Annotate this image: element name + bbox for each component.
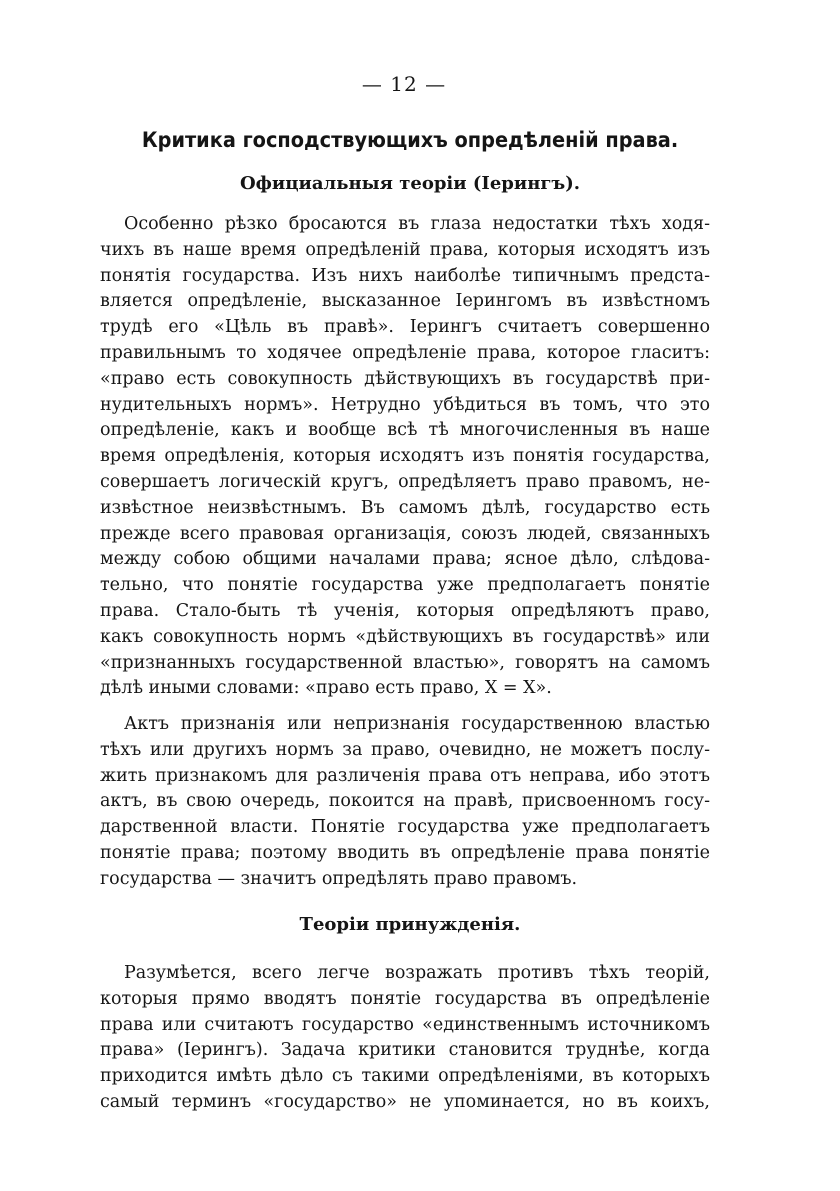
- chapter-heading: Критика господствующихъ опредѣленій права.: [141, 128, 679, 152]
- text-line: совершаетъ логическій кругъ, опредѣляетъ право правомъ, не-: [100, 471, 710, 492]
- text-line: приходится имѣть дѣло съ такими опредѣленіями, въ которыхъ: [100, 1066, 710, 1087]
- text-line: какъ совокупность нормъ «дѣйствующихъ въ государствѣ» или: [100, 626, 710, 647]
- text-line: нудительныхъ нормъ». Нетрудно убѣдиться въ томъ, что это: [100, 394, 710, 415]
- text-line: тѣхъ или другихъ нормъ за право, очевидно, не можетъ послу-: [100, 739, 710, 760]
- text-line: понятіе права; поэтому вводить въ опредѣленіе права понятіе: [100, 842, 710, 863]
- text-line: дарственной власти. Понятіе государства уже предполагаетъ: [100, 817, 710, 838]
- text-line: «признанныхъ государственной властью», говорятъ на самомъ: [100, 652, 710, 673]
- text-line: понятія государства. Изъ нихъ наиболѣе типичнымъ предста-: [100, 265, 710, 286]
- paragraph-3: [100, 961, 710, 1116]
- text-line: время опредѣленія, которыя исходятъ изъ понятія государства,: [100, 446, 710, 467]
- text-line: Актъ признанія или непризнанія государственною властью: [124, 714, 710, 734]
- text-line: вляется опредѣленіе, высказанное Іерингомъ въ извѣстномъ: [100, 291, 710, 312]
- text-line: дѣлѣ иными словами: «право есть право, X = X».: [100, 678, 552, 699]
- text-line: Особенно рѣзко бросаются въ глаза недостатки тѣхъ ходя-: [124, 214, 710, 234]
- paragraph-1: [100, 212, 710, 702]
- text-line: чихъ въ наше время опредѣленій права, которыя исходятъ изъ: [100, 239, 710, 260]
- text-line: «право есть совокупность дѣйствующихъ въ государствѣ при-: [100, 368, 710, 389]
- text-line: самый терминъ «государство» не упоминается, но въ коихъ,: [100, 1091, 710, 1112]
- text-line: между собою общими началами права; ясное дѣло, слѣдова-: [100, 549, 710, 570]
- text-line: жить признакомъ для различенія права отъ неправа, ибо этотъ: [100, 765, 710, 786]
- text-line: актъ, въ свою очередь, покоится на правѣ, присвоенномъ госу-: [100, 791, 710, 812]
- text-line: государства — значитъ опредѣлять право правомъ.: [100, 868, 578, 889]
- text-line: трудѣ его «Цѣль въ правѣ». Іерингъ считаетъ совершенно: [100, 317, 710, 338]
- page-number: — 12 —: [361, 72, 447, 96]
- section-heading: Официальныя теоріи (Ιерингъ).: [239, 173, 581, 194]
- paragraph-2: [100, 712, 710, 893]
- text-line: Разумѣется, всего легче возражать противъ тѣхъ теорій,: [124, 963, 710, 983]
- text-line: опредѣленіе, какъ и вообще всѣ тѣ многочисленныя въ наше: [100, 420, 710, 441]
- text-line: права или считаютъ государство «единственнымъ источникомъ: [100, 1014, 710, 1035]
- text-line: которыя прямо вводятъ понятіе государства въ опредѣленіе: [100, 988, 710, 1009]
- section-heading-coercion: Теоріи принужденія.: [299, 914, 521, 935]
- text-line: права» (Іерингъ). Задача критики становится труднѣе, когда: [100, 1040, 710, 1061]
- text-line: правильнымъ то ходячее опредѣленіе права, которое гласитъ:: [100, 342, 710, 363]
- text-line: тельно, что понятіе государства уже предполагаетъ понятіе: [100, 575, 710, 596]
- text-line: извѣстное неизвѣстнымъ. Въ самомъ дѣлѣ, государство есть: [100, 497, 710, 518]
- text-line: прежде всего правовая организація, союзъ людей, связанныхъ: [100, 523, 710, 544]
- text-line: права. Стало-быть тѣ ученія, которыя опредѣляютъ право,: [100, 600, 710, 621]
